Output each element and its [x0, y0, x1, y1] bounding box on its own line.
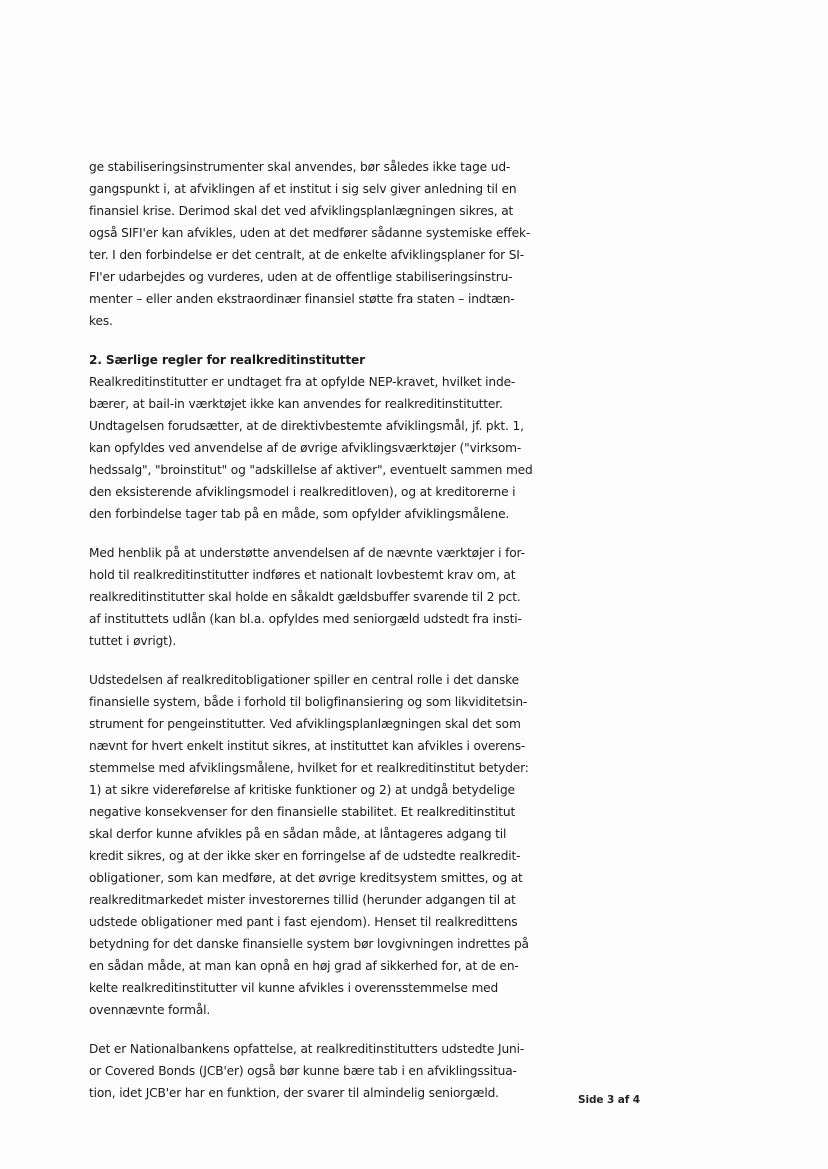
text-line: ge stabiliseringsinstrumenter skal anvendes, bør således ikke tage ud- — [89, 160, 511, 174]
text-line: hold til realkreditinstitutter indføres et nationalt lovbestemt krav om, at — [89, 568, 516, 582]
paragraph-5 — [89, 1038, 569, 1104]
text-line: betydning for det danske finansielle system bør lovgivningen indrettes på — [89, 937, 529, 951]
text-line: tion, idet JCB'er har en funktion, der svarer til almindelig seniorgæld. — [89, 1086, 499, 1100]
text-line: Udstedelsen af realkreditobligationer spiller en central rolle i det danske — [89, 673, 519, 687]
page-number: Side 3 af 4 — [578, 1094, 640, 1106]
text-line: hedssalg", "broinstitut" og "adskillelse af aktiver", eventuelt sammen med — [89, 463, 533, 477]
paragraph-1 — [89, 156, 569, 332]
text-line: også SIFI'er kan afvikles, uden at det medfører sådanne systemiske effek- — [89, 226, 531, 240]
text-line: udstede obligationer med pant i fast ejendom). Henset til realkredittens — [89, 915, 518, 929]
paragraph-2 — [89, 371, 569, 525]
text-line: finansiel krise. Derimod skal det ved afviklingsplanlægningen sikres, at — [89, 204, 514, 218]
text-line: af instituttets udlån (kan bl.a. opfyldes med seniorgæld udstedt fra insti- — [89, 612, 522, 626]
text-line: kan opfyldes ved anvendelse af de øvrige afviklingsværktøjer ("virksom- — [89, 441, 522, 455]
text-line: kredit sikres, og at der ikke sker en forringelse af de udstedte realkredit- — [89, 849, 521, 863]
text-line: ovennævnte formål. — [89, 1003, 211, 1017]
text-line: Realkreditinstitutter er undtaget fra at opfylde NEP-kravet, hvilket inde- — [89, 375, 516, 389]
text-line: kes. — [89, 314, 113, 328]
text-line: or Covered Bonds (JCB'er) også bør kunne bære tab i en afviklingssitua- — [89, 1064, 517, 1078]
text-line: stemmelse med afviklingsmålene, hvilket for et realkreditinstitut betyder: — [89, 761, 529, 775]
text-line: kelte realkreditinstitutter vil kunne afvikles i overensstemmelse med — [89, 981, 499, 995]
paragraph-4 — [89, 669, 569, 1021]
text-line: tuttet i øvrigt). — [89, 634, 177, 648]
text-line: nævnt for hvert enkelt institut sikres, at instituttet kan afvikles i overens- — [89, 739, 526, 753]
section-heading: 2. Særlige regler for realkreditinstitutter — [89, 353, 366, 367]
text-line: menter – eller anden ekstraordinær finansiel støtte fra staten – indtæn- — [89, 292, 515, 306]
text-line: realkreditinstitutter skal holde en såkaldt gældsbuffer svarende til 2 pct. — [89, 590, 521, 604]
paragraph-3 — [89, 542, 569, 652]
text-line: Undtagelsen forudsætter, at de direktivbestemte afviklingsmål, jf. pkt. 1, — [89, 419, 524, 433]
text-line: realkreditmarkedet mister investorernes tillid (herunder adgangen til at — [89, 893, 516, 907]
text-line: den eksisterende afviklingsmodel i realkreditloven), og at kreditorerne i — [89, 485, 516, 499]
text-line: finansielle system, både i forhold til boligfinansiering og som likviditetsin- — [89, 695, 528, 709]
text-line: gangspunkt i, at afviklingen af et institut i sig selv giver anledning til en — [89, 182, 517, 196]
text-line: Med henblik på at understøtte anvendelsen af de nævnte værktøjer i for- — [89, 546, 525, 560]
text-line: 1) at sikre videreførelse af kritiske funktioner og 2) at undgå betydelige — [89, 783, 515, 797]
text-line: skal derfor kunne afvikles på en sådan måde, at låntageres adgang til — [89, 827, 507, 841]
text-line: ter. I den forbindelse er det centralt, at de enkelte afviklingsplaner for SI- — [89, 248, 524, 262]
text-line: den forbindelse tager tab på en måde, som opfylder afviklingsmålene. — [89, 507, 510, 521]
text-line: en sådan måde, at man kan opnå en høj grad af sikkerhed for, at de en- — [89, 959, 519, 973]
document-body — [89, 156, 569, 1104]
text-line: Det er Nationalbankens opfattelse, at realkreditinstitutters udstedte Juni- — [89, 1042, 525, 1056]
text-line: strument for pengeinstitutter. Ved afviklingsplanlægningen skal det som — [89, 717, 521, 731]
text-line: FI'er udarbejdes og vurderes, uden at de offentlige stabiliseringsinstru- — [89, 270, 513, 284]
text-line: obligationer, som kan medføre, at det øvrige kreditsystem smittes, og at — [89, 871, 523, 885]
text-line: negative konsekvenser for den finansielle stabilitet. Et realkreditinstitut — [89, 805, 516, 819]
text-line: bærer, at bail-in værktøjet ikke kan anvendes for realkreditinstitutter. — [89, 397, 503, 411]
